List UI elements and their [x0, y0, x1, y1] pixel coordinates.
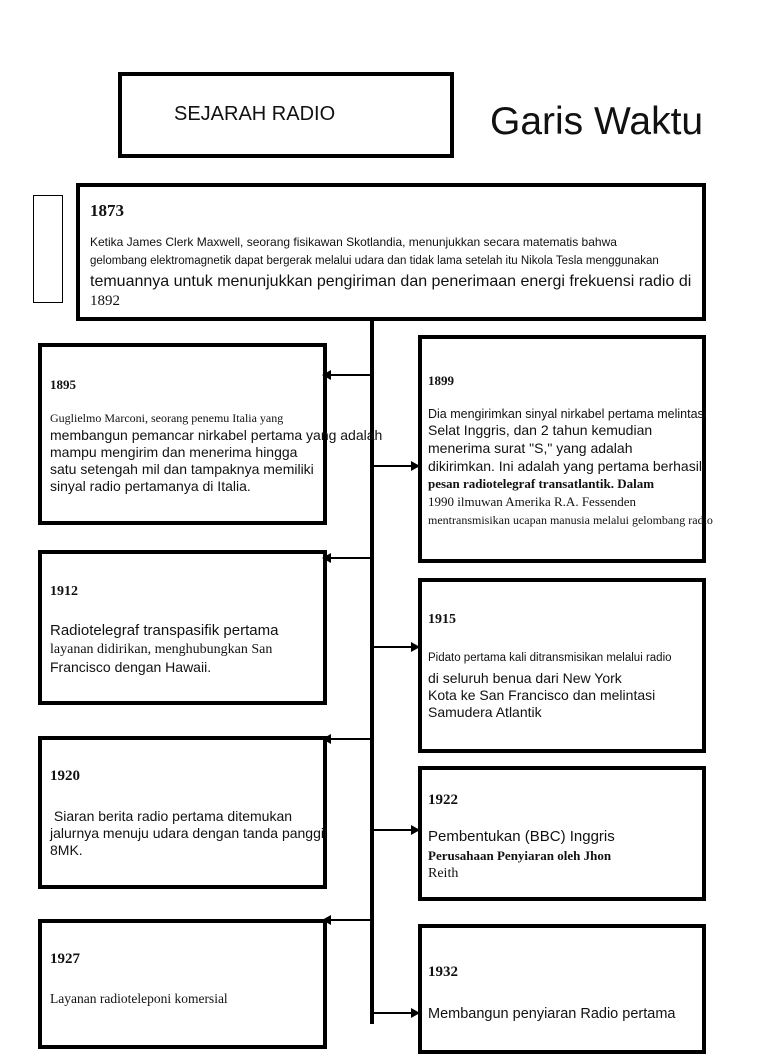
entry-year: 1912: [50, 584, 78, 599]
entry-text-line: sinyal radio pertamanya di Italia.: [50, 478, 251, 494]
page-title: SEJARAH RADIO: [174, 103, 336, 125]
entry-text-line: Layanan radioteleponi komersial: [50, 991, 228, 1006]
entry-year: 1895: [50, 377, 76, 392]
entry-1899: [418, 335, 713, 563]
entry-text-line: mentransmisikan ucapan manusia melalui gelombang radio: [428, 513, 713, 527]
arrow-left: [330, 738, 371, 740]
entry-text-line: Pidato pertama kali ditransmisikan melalui radio: [428, 652, 672, 664]
entry-year: 1899: [428, 373, 454, 388]
entry-text-line: 1990 ilmuwan Amerika R.A. Fessenden: [428, 494, 636, 509]
entry-text-line: dikirimkan. Ini adalah yang pertama berhasil: [428, 458, 702, 474]
entry-1895: [38, 343, 383, 525]
entry-text-line: Radiotelegraf transpasifik pertama: [50, 622, 279, 639]
entry-text-line: gelombang elektromagnetik dapat bergerak melalui udara dan tidak lama setelah itu Nikola Tesla menggunakan: [90, 255, 659, 267]
entry-text-line: 1892: [90, 293, 120, 309]
entry-text-line: Guglielmo Marconi, seorang penemu Italia yang: [50, 411, 284, 425]
arrow-right: [374, 829, 412, 831]
timeline-line: [370, 312, 374, 1024]
entry-text-line: Kota ke San Francisco dan melintasi: [428, 687, 656, 703]
entry-text-line: Siaran berita radio pertama ditemukan: [50, 808, 293, 824]
entry-text-line: Pembentukan (BBC) Inggris: [428, 828, 615, 845]
entry-text-line: di seluruh benua dari New York: [428, 670, 622, 686]
entry-1932: [418, 924, 706, 1054]
entry-text-line: jalurnya menuju udara dengan tanda panggil: [50, 825, 328, 841]
entry-text-line: temuannya untuk menunjukkan pengiriman dan penerimaan energi frekuensi radio di: [90, 273, 692, 290]
entry-text-line: menerima surat "S," yang adalah: [428, 440, 633, 456]
arrow-left: [330, 919, 371, 921]
arrow-right: [374, 465, 412, 467]
entry-text-line: Perusahaan Penyiaran oleh Jhon: [428, 848, 612, 863]
entry-text-line: Dia mengirimkan sinyal nirkabel pertama melintasi: [428, 407, 707, 421]
entry-year: 1932: [428, 964, 458, 980]
page-subtitle: Garis Waktu: [490, 100, 704, 143]
entry-text-line: 8MK.: [50, 842, 83, 858]
entry-1927: [38, 919, 327, 1049]
entry-text-line: Membangun penyiaran Radio pertama: [428, 1006, 676, 1022]
entry-text-line: Francisco dengan Hawaii.: [50, 659, 212, 675]
entry-1922: [418, 766, 706, 901]
entry-text-line: satu setengah mil dan tampaknya memiliki: [50, 461, 314, 477]
entry-text-line: membangun pemancar nirkabel pertama yang adalah: [50, 427, 383, 443]
entry-year: 1873: [90, 201, 124, 220]
entry-year: 1927: [50, 951, 80, 967]
entry-text-line: Ketika James Clerk Maxwell, seorang fisikawan Skotlandia, menunjukkan secara matematis bahwa: [90, 235, 617, 249]
entry-text-line: layanan didirikan, menghubungkan San: [50, 642, 273, 657]
entry-text-line: pesan radiotelegraf transatlantik. Dalam: [428, 476, 655, 491]
entry-year: 1922: [428, 792, 458, 808]
entry-1912: [38, 550, 327, 705]
entry-text-line: Samudera Atlantik: [428, 704, 542, 720]
entry-text-line: Selat Inggris, dan 2 tahun kemudian: [428, 422, 653, 438]
entry-1920: [38, 736, 327, 889]
arrow-right: [374, 1012, 412, 1014]
entry-1873: [76, 183, 706, 321]
entry-1915: [418, 578, 706, 753]
entry-text-line: Reith: [428, 866, 459, 881]
entry-text-line: mampu mengirim dan menerima hingga: [50, 444, 298, 460]
title-box: [118, 72, 454, 158]
arrow-left: [330, 557, 371, 559]
entry-year: 1920: [50, 768, 80, 784]
arrow-right: [374, 646, 412, 648]
side-marker: [33, 195, 63, 303]
arrow-left: [330, 374, 371, 376]
entry-year: 1915: [428, 612, 456, 627]
